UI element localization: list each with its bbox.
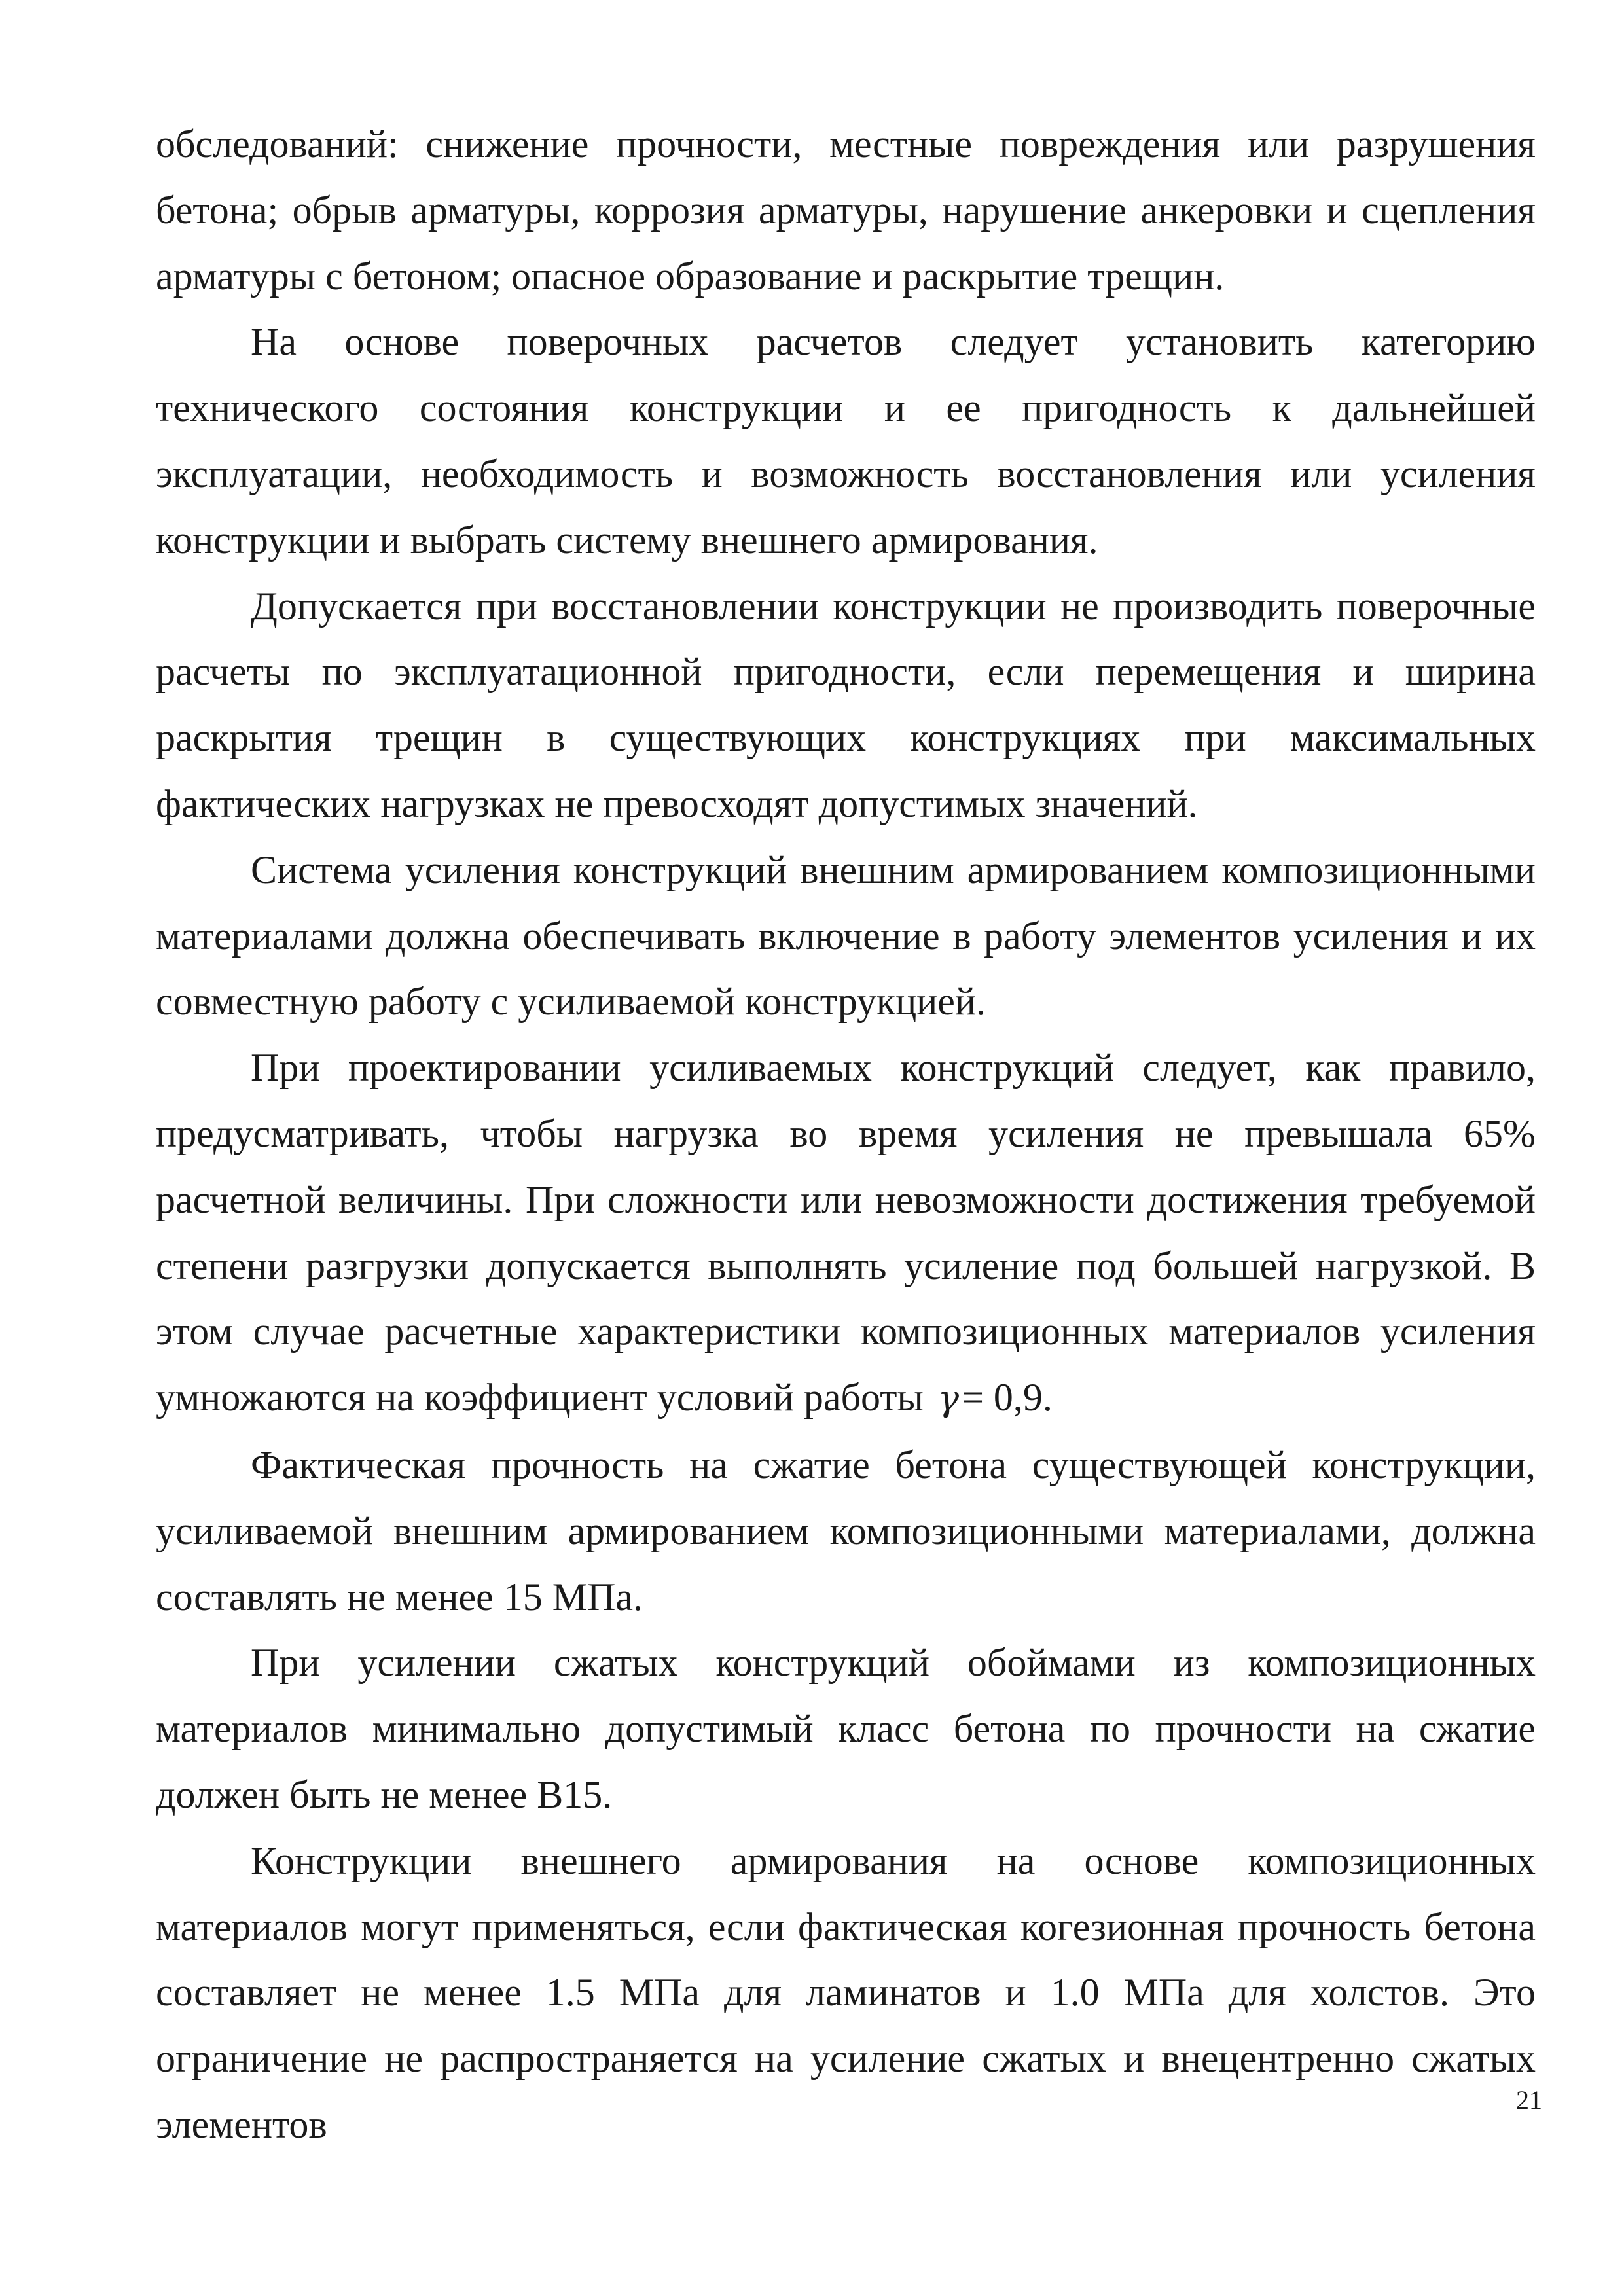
load-limit-text: При проектировании усиливаемых конструкций следует, как правило, предусматривать, чтобы нагрузка во время усиления не превышала 65% расчетной величины. При сложности или невозможности достижения требуемой степени разгрузки допускается выполнять усиление под большей нагрузкой. В этом случае расчетные характеристики композиционных материалов усиления умножаются на коэффициент условий работы — [156, 1046, 1536, 1420]
gamma-symbol: γ — [937, 1378, 960, 1420]
page-number: 21 — [1516, 2085, 1542, 2115]
paragraph-continuation: обследований: снижение прочности, местные повреждения или разрушения бетона; обрыв арматуры, коррозия арматуры, нарушение анкеровки и сцепления арматуры с бетоном; опасное образование и раскрытие трещин. — [156, 122, 1536, 298]
paragraph-verification: На основе поверочных расчетов следует установить категорию технического состояния конструкции и ее пригодность к дальнейшей эксплуатации, необходимость и возможность восстановления или усиления конструкции и выбрать систему внешнего армирования. — [156, 320, 1536, 562]
paragraph-serviceability: Допускается при восстановлении конструкции не производить поверочные расчеты по эксплуатационной пригодности, если перемещения и ширина раскрытия трещин в существующих конструкциях при максимальных фактических нагрузках не превосходят допустимых значений. — [156, 584, 1536, 825]
paragraph-load-limit — [156, 1035, 1536, 1432]
body-text — [156, 111, 1536, 2158]
paragraph-concrete-class: При усилении сжатых конструкций обоймами из композиционных материалов минимально допустимый класс бетона по прочности на сжатие должен быть не менее В15. — [156, 1641, 1536, 1816]
paragraph-cohesive-strength: Конструкции внешнего армирования на основе композиционных материалов могут применяться, если фактическая когезионная прочность бетона составляет не менее 1.5 МПа для ламинатов и 1.0 МПа для холстов. Это ограничение не распространяется на усиление сжатых и внецентренно сжатых элементов — [156, 1839, 1536, 2146]
load-limit-value: = 0,9. — [962, 1376, 1053, 1420]
paragraph-concrete-strength: Фактическая прочность на сжатие бетона существующей конструкции, усиливаемой внешним армированием композиционными материалами, должна составлять не менее 15 МПа. — [156, 1443, 1536, 1619]
paragraph-reinforcement-system: Система усиления конструкций внешним армированием композиционными материалами должна обеспечивать включение в работу элементов усиления и их совместную работу с усиливаемой конструкцией. — [156, 848, 1536, 1024]
